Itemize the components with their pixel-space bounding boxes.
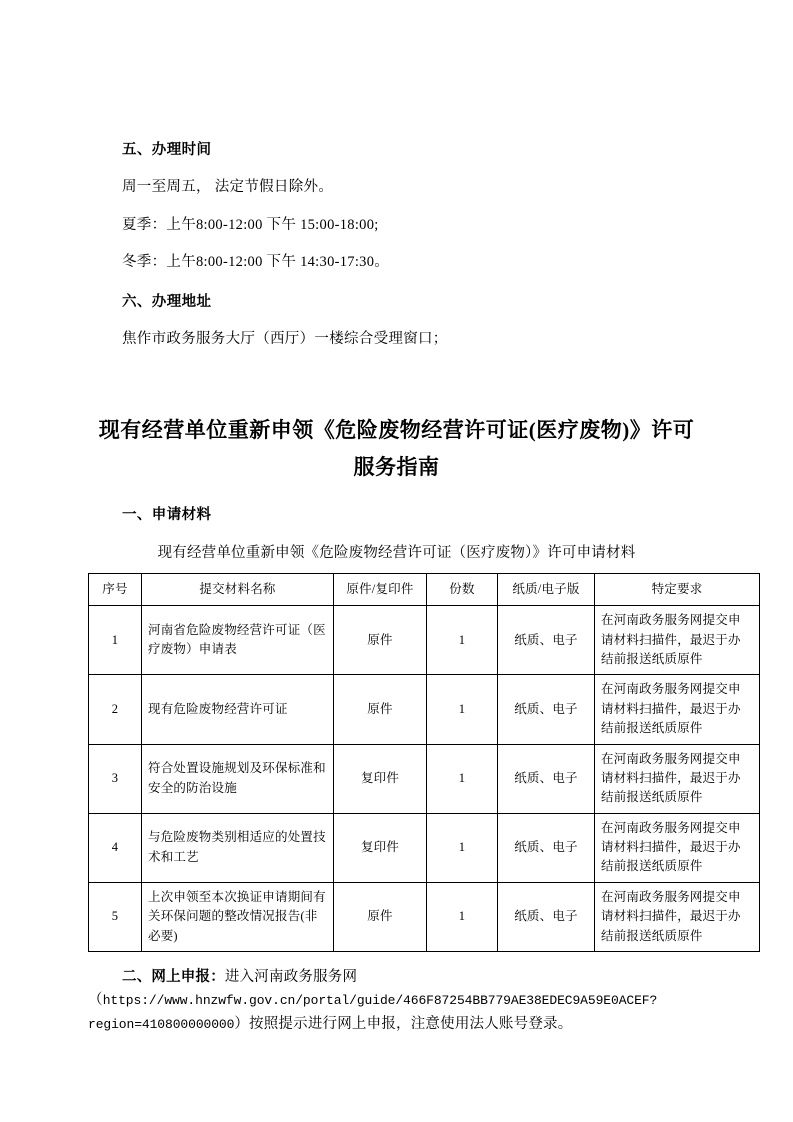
section-five-line-2: 夏季：上午8:00-12:00 下午 15:00-18:00; (122, 216, 379, 233)
cell-name: 现有危险废物经营许可证 (142, 675, 334, 744)
cell-qty: 1 (427, 675, 498, 744)
cell-name: 河南省危险废物经营许可证（医疗废物）申请表 (142, 606, 334, 675)
table-header-qty: 份数 (427, 573, 498, 605)
section-five-line-1: 周一至周五， 法定节假日除外。 (122, 179, 334, 196)
cell-req: 在河南政务服务网提交申请材料扫描件，最迟于办结前报送纸质原件 (595, 606, 760, 675)
document-title-line-2: 服务指南 (353, 454, 440, 479)
cell-no: 1 (89, 606, 142, 675)
section-five-heading: 五、办理时间 (122, 142, 212, 158)
section-five (88, 140, 705, 272)
section-b-text-before: 进入河南政务服务网（ (88, 968, 358, 1009)
section-b-paragraph (88, 966, 705, 1036)
cell-qty: 1 (427, 744, 498, 813)
table-header-name: 提交材料名称 (142, 573, 334, 605)
table-header-type: 原件/复印件 (334, 573, 427, 605)
cell-type: 复印件 (334, 744, 427, 813)
cell-qty: 1 (427, 606, 498, 675)
cell-type: 原件 (334, 882, 427, 951)
section-b-text-after: ）按照提示进行网上申报，注意使用法人账号登录。 (234, 1015, 573, 1032)
cell-qty: 1 (427, 813, 498, 882)
table-header-no: 序号 (89, 573, 142, 605)
cell-type: 原件 (334, 606, 427, 675)
cell-req: 在河南政务服务网提交申请材料扫描件，最迟于办结前报送纸质原件 (595, 882, 760, 951)
cell-no: 5 (89, 882, 142, 951)
cell-no: 4 (89, 813, 142, 882)
section-six-line-1: 焦作市政务服务大厅（西厅）一楼综合受理窗口； (122, 331, 448, 348)
cell-media: 纸质、电子 (498, 813, 595, 882)
cell-name: 上次申领至本次换证申请期间有关环保问题的整改情况报告(非必要) (142, 882, 334, 951)
table-row (89, 675, 760, 744)
section-five-line-3: 冬季：上午8:00-12:00 下午 14:30-17:30。 (122, 253, 390, 270)
cell-type: 原件 (334, 675, 427, 744)
section-b-url[interactable]: https://www.hnzwfw.gov.cn/portal/guide/466F87254BB779AE38EDEC9A59E0ACEF?region=410800000000 (88, 993, 658, 1032)
section-b-label: 二、网上申报： (122, 968, 225, 985)
section-a-heading: 一、申请材料 (122, 507, 212, 524)
document-title (88, 412, 705, 486)
table-header-media: 纸质/电子版 (498, 573, 595, 605)
table-row (89, 744, 760, 813)
cell-name: 符合处置设施规划及环保标准和安全的防治设施 (142, 744, 334, 813)
materials-table (88, 573, 760, 952)
table-row (89, 882, 760, 951)
section-six-heading: 六、办理地址 (122, 294, 212, 311)
table-row (89, 606, 760, 675)
cell-req: 在河南政务服务网提交申请材料扫描件，最迟于办结前报送纸质原件 (595, 675, 760, 744)
cell-name: 与危险废物类别相适应的处置技术和工艺 (142, 813, 334, 882)
table-header-req: 特定要求 (595, 573, 760, 605)
table-header-row (89, 573, 760, 605)
document-title-line-1: 现有经营单位重新申领《危险废物经营许可证(医疗废物)》许可 (98, 417, 695, 442)
cell-no: 2 (89, 675, 142, 744)
cell-req: 在河南政务服务网提交申请材料扫描件，最迟于办结前报送纸质原件 (595, 813, 760, 882)
cell-media: 纸质、电子 (498, 882, 595, 951)
section-six (88, 292, 705, 350)
cell-media: 纸质、电子 (498, 675, 595, 744)
cell-no: 3 (89, 744, 142, 813)
cell-type: 复印件 (334, 813, 427, 882)
cell-media: 纸质、电子 (498, 606, 595, 675)
cell-req: 在河南政务服务网提交申请材料扫描件，最迟于办结前报送纸质原件 (595, 744, 760, 813)
table-row (89, 813, 760, 882)
table-caption: 现有经营单位重新申领《危险废物经营许可证（医疗废物）》许可申请材料 (157, 544, 636, 561)
cell-qty: 1 (427, 882, 498, 951)
cell-media: 纸质、电子 (498, 744, 595, 813)
